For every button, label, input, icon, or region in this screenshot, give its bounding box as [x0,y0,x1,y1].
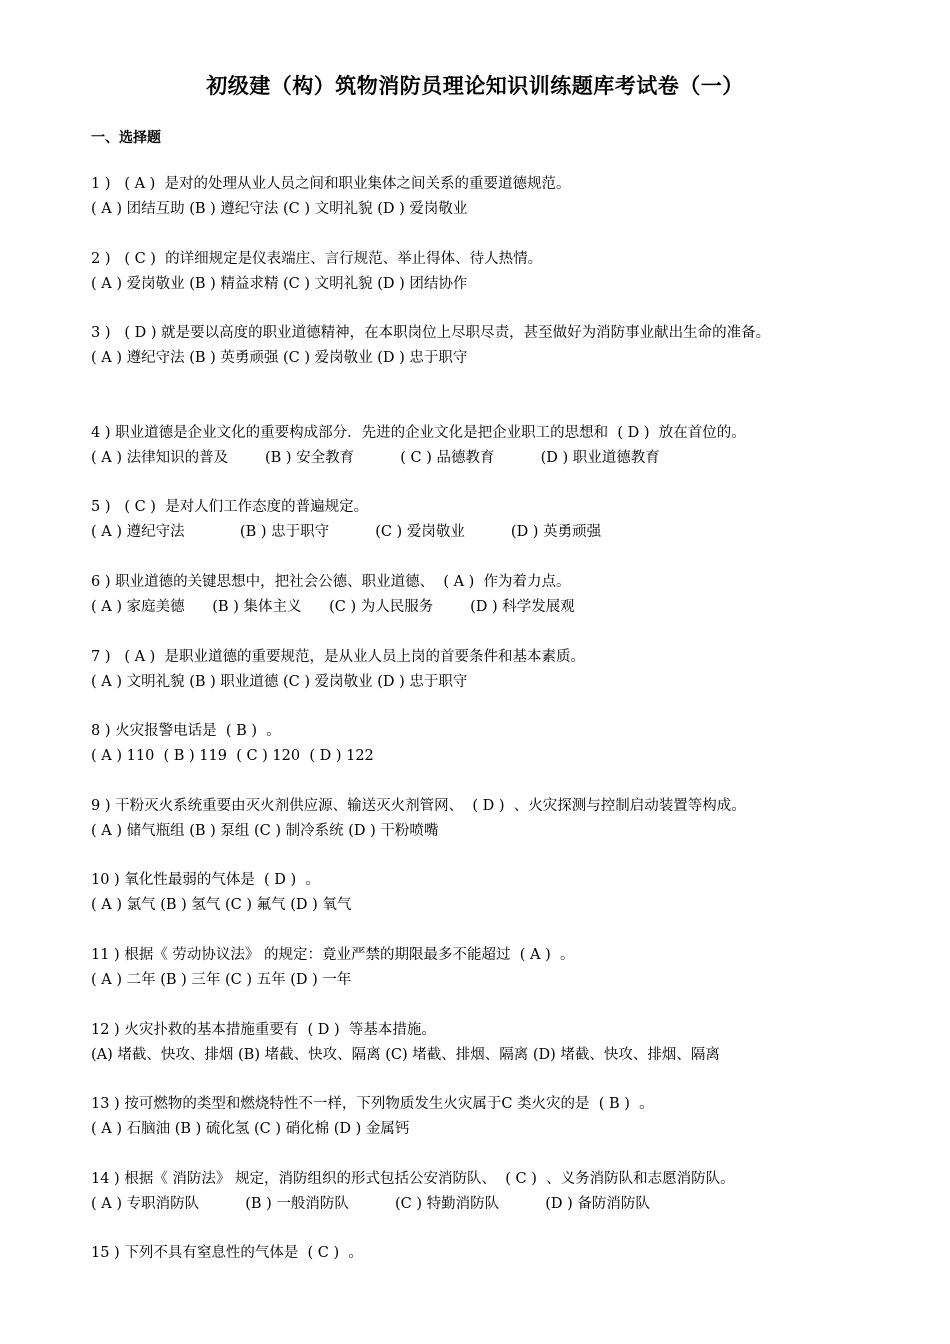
question-options: ( A ) 氯气 (B ) 氢气 (C ) 氟气 (D ) 氧气 [91,897,352,914]
question-stem: 2 ) ( C ) 的详细规定是仪表端庄、言行规范、举止得体、待人热情。 [91,250,543,267]
question-stem: 4 ) 职业道德是企业文化的重要构成部分．先进的企业文化是把企业职工的思想和 ( D ) 放在首位的。 [91,424,746,441]
question-list [91,172,871,1316]
question-item [91,719,871,794]
question-stem: 15 ) 下列不具有窒息性的气体是 ( C ) 。 [91,1245,363,1262]
question-item [91,172,871,247]
question-item [91,868,871,943]
question-item [91,943,871,1018]
question-stem: 9 ) 干粉灭火系统重要由灭火剂供应源、输送灭火剂管网、 ( D ) 、火灾探测与控制启动装置等构成。 [91,797,746,814]
question-item [91,495,871,570]
question-options: ( A ) 专职消防队 (B ) 一般消防队 (C ) 特勤消防队 (D ) 备防消防队 [91,1195,650,1212]
question-item [91,1092,871,1167]
question-stem: 1 ) ( A ) 是对的处理从业人员之间和职业集体之间关系的重要道德规范。 [91,176,571,192]
question-stem: 13 ) 按可燃物的类型和燃烧特性不一样，下列物质发生火灾属于C 类火灾的是 ( B ) 。 [91,1096,654,1113]
question-item [91,794,871,869]
question-options: ( A ) 遵纪守法 (B ) 英勇顽强 (C ) 爱岗敬业 (D ) 忠于职守 [91,350,468,367]
question-item [91,1241,871,1316]
question-options: ( A ) 遵纪守法 (B ) 忠于职守 (C ) 爱岗敬业 (D ) 英勇顽强 [91,524,602,541]
question-stem: 3 ) ( D ) 就是要以高度的职业道德精神，在本职岗位上尽职尽责，甚至做好为消防事业献出生命的准备。 [91,325,771,342]
question-options: ( A ) 家庭美德 (B ) 集体主义 (C ) 为人民服务 (D ) 科学发展观 [91,598,575,615]
question-options: ( A ) 法律知识的普及 (B ) 安全教育 ( C ) 品德教育 (D ) 职业道德教育 [91,449,660,466]
document-title: 初级建（构）筑物消防员理论知识训练题库考试卷（一） [206,74,744,98]
question-item [91,570,871,645]
question-options: ( A ) 团结互助 (B ) 遵纪守法 (C ) 文明礼貌 (D ) 爱岗敬业 [91,201,468,217]
question-options: ( A ) 二年 (B ) 三年 (C ) 五年 (D ) 一年 [91,971,352,988]
question-stem: 14 ) 根据《 消防法》 规定，消防组织的形式包括公安消防队、 ( C ) 、义务消防队和志愿消防队。 [91,1170,735,1187]
question-options: ( A ) 储气瓶组 (B ) 泵组 (C ) 制冷系统 (D ) 干粉喷嘴 [91,822,439,839]
section-heading: 一、选择题 [91,130,161,146]
question-item [91,1167,871,1242]
question-options: ( A ) 文明礼貌 (B ) 职业道德 (C ) 爱岗敬业 (D ) 忠于职守 [91,673,468,690]
question-stem: 11 ) 根据《 劳动协议法》 的规定：竟业严禁的期限最多不能超过 ( A ) 。 [91,946,575,963]
question-options: ( A ) 爱岗敬业 (B ) 精益求精 (C ) 文明礼貌 (D ) 团结协作 [91,275,468,292]
question-item [91,247,871,322]
question-stem: 10 ) 氧化性最弱的气体是 ( D ) 。 [91,872,320,889]
question-item [91,421,871,496]
question-options: (A) 堵截、快攻、排烟 (B) 堵截、快攻、隔离 (C) 堵截、排烟、隔离 (D) 堵截、快攻、排烟、隔离 [91,1046,720,1063]
question-stem: 8 ) 火灾报警电话是 ( B ) 。 [91,723,281,740]
question-options: ( A ) 110 ( B ) 119 ( C ) 120 ( D ) 122 [91,748,374,765]
question-item [91,645,871,720]
question-stem: 6 ) 职业道德的关键思想中，把社会公德、职业道德、 ( A ) 作为着力点。 [91,573,571,590]
question-options: ( A ) 石脑油 (B ) 硫化氢 (C ) 硝化棉 (D ) 金属钙 [91,1121,410,1138]
question-stem: 12 ) 火灾扑救的基本措施重要有 ( D ) 等基本措施。 [91,1021,436,1038]
question-item [91,1018,871,1093]
question-stem: 5 ) ( C ) 是对人们工作态度的普遍规定。 [91,499,369,516]
question-item [91,321,871,421]
question-stem: 7 ) ( A ) 是职业道德的重要规范，是从业人员上岗的首要条件和基本素质。 [91,648,586,665]
